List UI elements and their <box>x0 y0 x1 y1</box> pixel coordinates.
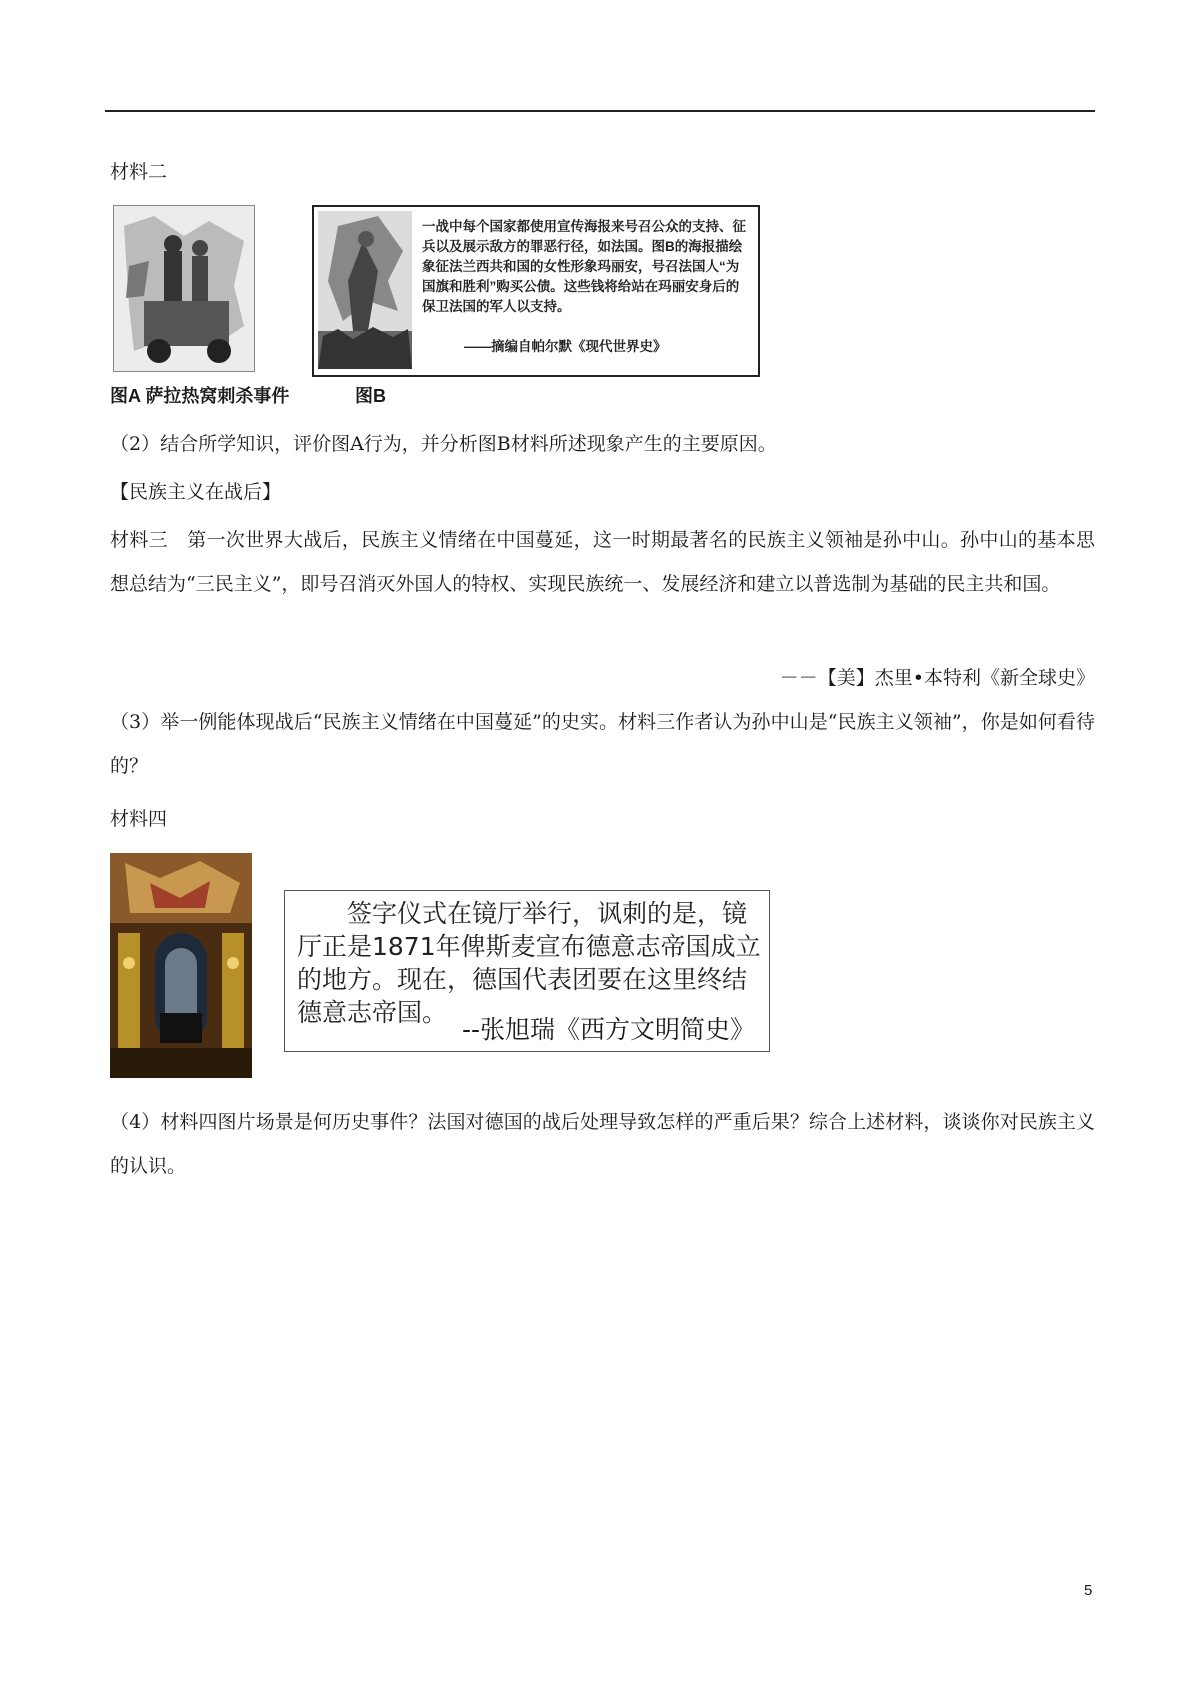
material4-heading: 材料四 <box>110 808 168 830</box>
section-title: 【民族主义在战后】 <box>110 481 282 503</box>
header-rule <box>105 110 1095 112</box>
material4-quote-source: --张旭瑞《西方文明简史》 <box>461 1015 755 1044</box>
sarajevo-photo <box>113 205 255 372</box>
material4-quote-box <box>284 890 770 1052</box>
figure-b-caption: 图B <box>355 386 386 406</box>
figure-b-box <box>312 205 760 377</box>
figure-a-caption: 图A 萨拉热窝刺杀事件 <box>110 386 290 406</box>
material3-source: －－【美】杰里•本特利《新全球史》 <box>779 667 1095 689</box>
material4-quote: 签字仪式在镜厅举行，讽刺的是，镜厅正是1871年俾斯麦宣布德意志帝国成立的地方。现在，德国代表团要在这里终结德意志帝国。 <box>297 899 761 1027</box>
material2-heading: 材料二 <box>110 161 168 183</box>
material3-text: 材料三 第一次世界大战后，民族主义情绪在中国蔓延，这一时期最著名的民族主义领袖是孙中山。孙中山的基本思想总结为“三民主义”，即号召消灭外国人的特权、实现民族统一、发展经济和建立以普选制为基础的民主共和国。 <box>110 529 1095 595</box>
question-3: （3）举一例能体现战后“民族主义情绪在中国蔓延”的史实。材料三作者认为孙中山是“民族主义领袖”，你是如何看待的？ <box>110 711 1095 777</box>
figure-b-source: ——摘编自帕尔默《现代世界史》 <box>464 339 667 354</box>
page-number: 5 <box>1084 1582 1093 1599</box>
question-2: （2）结合所学知识，评价图A行为，并分析图B材料所述现象产生的主要原因。 <box>110 433 777 455</box>
marianne-poster <box>318 211 412 369</box>
hall-of-mirrors-photo <box>110 853 252 1078</box>
question-4: （4）材料四图片场景是何历史事件？法国对德国的战后处理导致怎样的严重后果？综合上述材料，谈谈你对民族主义的认识。 <box>110 1111 1095 1177</box>
figure-b-text: 一战中每个国家都使用宣传海报来号召公众的支持、征兵以及展示敌方的罪恶行径，如法国。图B的海报描绘象征法兰西共和国的女性形象玛丽安，号召法国人“为国旗和胜利”购买公债。这些钱将给站在玛丽安身后的保卫法国的军人以支持。 <box>422 219 746 314</box>
